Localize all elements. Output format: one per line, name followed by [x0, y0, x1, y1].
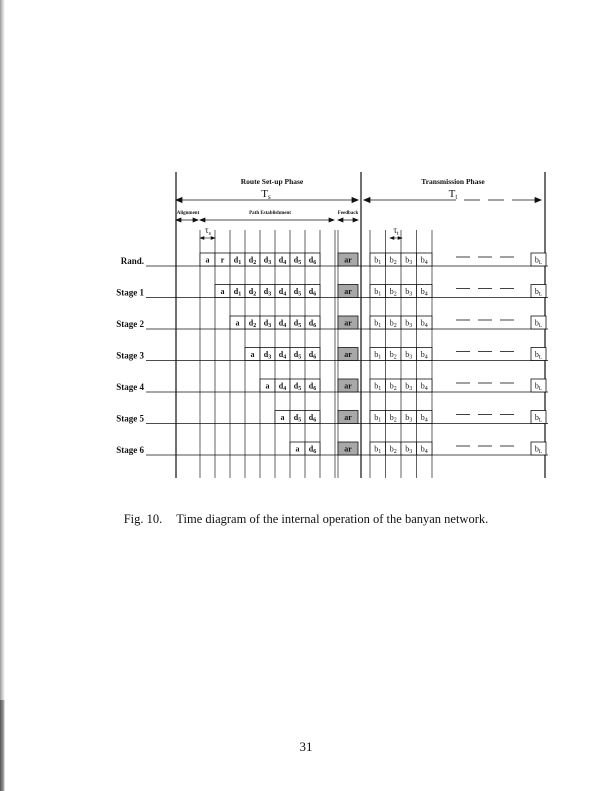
row-label: Stage 4	[116, 382, 144, 392]
feedback-label: Feedback	[337, 211, 359, 216]
transmission-cell-label: b2	[389, 350, 397, 361]
transmission-cell-label: b3	[405, 350, 413, 361]
setup-cell-label: d2	[248, 287, 257, 298]
last-cell-label: bL	[534, 318, 543, 329]
row-label: Stage 2	[116, 319, 144, 329]
transmission-cell-label: b2	[389, 413, 397, 424]
last-cell-label: bL	[534, 350, 543, 361]
transmission-cell-label: b3	[405, 381, 413, 392]
setup-cell-label: d6	[308, 413, 317, 424]
setup-cell-label: d4	[278, 255, 287, 266]
row-label: Rand.	[120, 256, 144, 266]
last-cell-label: bL	[534, 287, 543, 298]
setup-cell-label: d3	[263, 350, 272, 361]
feedback-cell-label: ar	[344, 413, 352, 422]
transmission-cell-label: b4	[420, 381, 428, 392]
path-establishment-label: Path Establishment	[249, 211, 291, 216]
setup-cell-label: d5	[293, 318, 302, 329]
setup-cell-label: d4	[278, 350, 287, 361]
transmission-cell-label: b2	[389, 444, 397, 455]
setup-cell-label: d5	[293, 350, 302, 361]
feedback-cell-label: ar	[344, 287, 352, 296]
setup-cell-label: d6	[308, 287, 317, 298]
transmission-cell-label: b4	[420, 350, 428, 361]
setup-cell-label: d6	[308, 318, 317, 329]
setup-cell-label: d3	[263, 318, 272, 329]
transmission-cell-label: b3	[405, 255, 413, 266]
setup-cell-label: d4	[278, 287, 287, 298]
setup-cell-label: d4	[278, 318, 287, 329]
caption-text: Time diagram of the internal operation of the banyan network.	[176, 512, 489, 526]
setup-cell-label: d5	[293, 255, 302, 266]
setup-cell-label: a	[205, 255, 210, 265]
transmission-cell-label: b3	[405, 444, 413, 455]
setup-cell-label: d5	[293, 287, 302, 298]
figure-number: Fig. 10.	[123, 512, 163, 526]
transmission-cell-label: b4	[420, 255, 428, 266]
transmission-cell-label: b3	[405, 318, 413, 329]
transmission-cell-label: b1	[374, 318, 382, 329]
transmission-cell-label: b3	[405, 287, 413, 298]
setup-cell-label: d3	[263, 255, 272, 266]
transmission-cell-label: b2	[389, 255, 397, 266]
page-number: 31	[299, 739, 313, 754]
transmission-cell-label: b1	[374, 255, 382, 266]
setup-cell-label: d4	[278, 381, 287, 392]
feedback-cell-label: ar	[344, 381, 352, 391]
setup-slot-arrow	[200, 237, 215, 240]
row-label: Stage 6	[116, 445, 144, 455]
setup-cell-label: a	[250, 350, 255, 359]
transmission-cell-label: b2	[389, 287, 397, 298]
transmission-cell-label: b3	[405, 413, 413, 424]
transmission-phase-symbol: Tt	[448, 188, 458, 201]
row-label: Stage 3	[116, 350, 144, 361]
setup-cell-label: a	[235, 318, 240, 328]
setup-cell-label: d1	[233, 255, 242, 266]
last-cell-label: bL	[534, 381, 543, 392]
transmission-cell-label: b1	[374, 350, 382, 361]
stage-rows	[116, 253, 548, 455]
setup-cell-label: a	[280, 413, 285, 422]
setup-cell-label: r	[220, 255, 225, 265]
figure-caption	[0, 512, 612, 527]
setup-cell-label: a	[220, 287, 225, 296]
setup-cell-label: d6	[308, 444, 317, 455]
feedback-cell-label: ar	[344, 350, 352, 359]
transmission-cell-label: b1	[374, 444, 382, 455]
setup-cell-label: a	[295, 444, 300, 454]
setup-phase-symbol: Ts	[261, 188, 271, 201]
setup-cell-label: d6	[308, 350, 317, 361]
transmission-cell-label: b4	[420, 444, 428, 455]
last-cell-label: bL	[534, 413, 543, 424]
setup-cell-label: d1	[233, 287, 242, 298]
transmission-cell-label: b2	[389, 318, 397, 329]
transmission-cell-label: b4	[420, 318, 428, 329]
feedback-cell-label: ar	[344, 318, 352, 328]
setup-cell-label: d2	[248, 318, 257, 329]
subphase-arrows	[176, 218, 358, 222]
transmission-slot-label: $\tau_t$	[393, 225, 399, 237]
setup-phase-title: Route Set-up Phase	[240, 177, 304, 186]
transmission-cell-label: b4	[420, 413, 428, 424]
last-cell-label: bL	[534, 255, 543, 266]
feedback-cell-label: ar	[344, 255, 352, 265]
setup-cell-label: d5	[293, 413, 302, 424]
setup-slot-label: $\tau_s$	[205, 225, 211, 237]
setup-cell-label: d2	[248, 255, 257, 266]
last-cell-label: bL	[534, 444, 543, 455]
setup-cell-label: d6	[308, 381, 317, 392]
row-label: Stage 5	[116, 413, 144, 424]
feedback-cell-label: ar	[344, 444, 352, 454]
setup-cell-label: a	[265, 381, 270, 391]
transmission-cell-label: b1	[374, 381, 382, 392]
transmission-phase-title: Transmission Phase	[421, 177, 485, 186]
transmission-cell-label: b1	[374, 413, 382, 424]
setup-cell-label: d3	[263, 287, 272, 298]
setup-cell-label: d5	[293, 381, 302, 392]
transmission-cell-label: b1	[374, 287, 382, 298]
transmission-cell-label: b4	[420, 287, 428, 298]
row-label: Stage 1	[116, 287, 144, 298]
transmission-cell-label: b2	[389, 381, 397, 392]
setup-cell-label: d6	[308, 255, 317, 266]
alignment-label: Alignment	[176, 211, 200, 216]
